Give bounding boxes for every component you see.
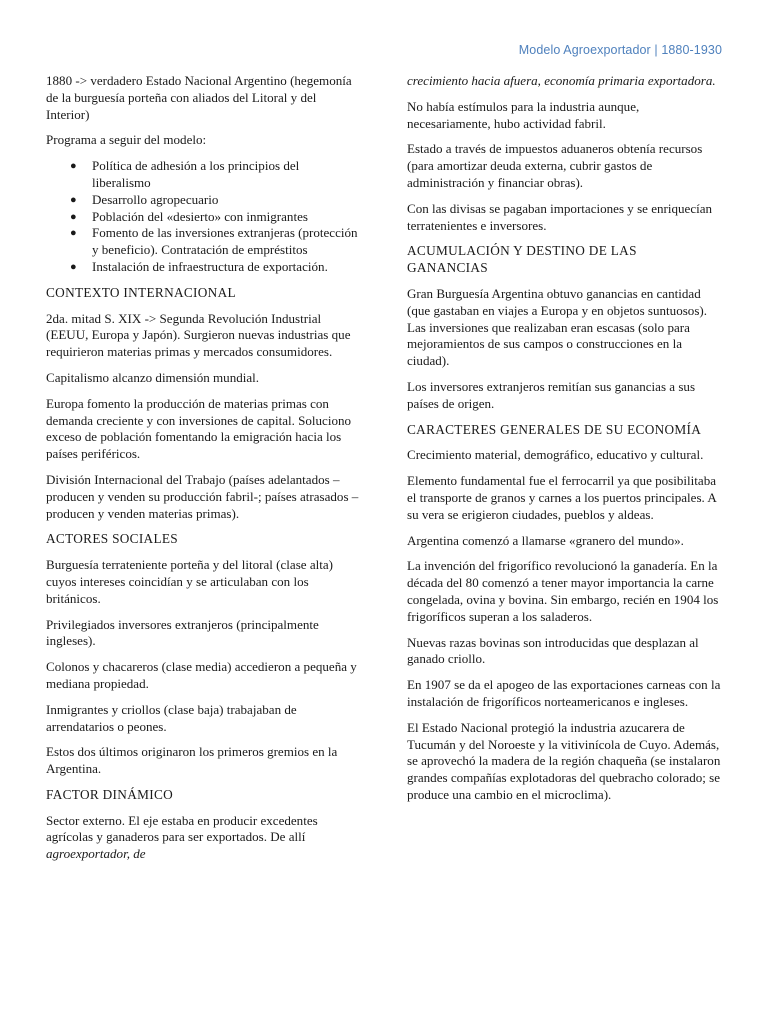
paragraph: Burguesía terrateniente porteña y del litoral (clase alta) cuyos intereses coincidían y se articulaban con los británicos. (46, 557, 334, 606)
bullet-icon: ● (70, 227, 77, 240)
paragraph: Con las divisas se pagaban importaciones y se enriquecían terratenientes e inversores. (407, 200, 713, 233)
paragraph (407, 73, 721, 90)
programa-list (46, 158, 360, 276)
left-column (46, 73, 360, 872)
section-heading-factor: FACTOR DINÁMICO (46, 786, 174, 802)
list-item-text: Instalación de infraestructura de exportación. (92, 258, 328, 274)
list-item-text: Población del «desierto» con inmigrantes (92, 208, 308, 224)
section-heading-acumulacion: ACUMULACIÓN Y DESTINO DE LAS GANANCIAS (407, 243, 637, 276)
paragraph: Colonos y chacareros (clase media) accedieron a pequeña y mediana propiedad. (46, 659, 357, 691)
section-heading-caracteres: CARACTERES GENERALES DE SU ECONOMÍA (407, 421, 702, 437)
list-item (70, 191, 360, 209)
paragraph: Estado a través de impuestos aduaneros obtenía recursos (para amortizar deuda externa, cubrir gastos de administración y financiar obras). (407, 141, 703, 190)
intro-paragraph: 1880 -> verdadero Estado Nacional Argentino (hegemonía de la burguesía porteña con aliados del Litoral y del Interior) (46, 73, 352, 122)
list-item-text: Fomento de las inversiones extranjeras (protección y beneficio). Contratación de empréstitos (92, 225, 358, 258)
bullet-icon: ● (70, 260, 77, 273)
page-header-title: Modelo Agroexportador | 1880-1930 (518, 43, 722, 57)
paragraph: Los inversores extranjeros remitían sus ganancias a sus países de origen. (407, 378, 696, 411)
paragraph: Inmigrantes y criollos (clase baja) trabajaban de arrendatarios o peones. (46, 701, 297, 734)
paragraph: Privilegiados inversores extranjeros (principalmente ingleses). (46, 616, 319, 649)
paragraph: Europa fomento la producción de materias primas con demanda creciente y con inversiones de capital. Soluciono exceso de población fomentando la emigración hacia los países periféricos. (46, 395, 352, 462)
section-heading-contexto: CONTEXTO INTERNACIONAL (46, 284, 236, 300)
paragraph-text: Sector externo. El eje estaba en producir excedentes agrícolas y ganaderos para ser exportados. De allí (46, 812, 318, 845)
list-item-text: Política de adhesión a los principios del liberalismo (92, 158, 300, 190)
paragraph: 2da. mitad S. XIX -> Segunda Revolución Industrial (EEUU, Europa y Japón). Surgieron nuevas industrias que requirieron materias primas y mercados consumidores. (46, 310, 351, 360)
paragraph: Crecimiento material, demográfico, educativo y cultural. (407, 447, 704, 463)
paragraph: No había estímulos para la industria aunque, necesariamente, hubo actividad fabril. (407, 98, 640, 131)
section-heading-actores: ACTORES SOCIALES (46, 531, 179, 547)
right-column (407, 73, 721, 813)
list-item (70, 158, 360, 192)
paragraph: Gran Burguesía Argentina obtuvo ganancias en cantidad (que gastaban en viajes a Europa y en objetos suntuosos). Las inversiones que realizaban eran escasas (solo para mejoramientos de sus campos o construcciones en la ciudad). (407, 285, 708, 369)
paragraph: Argentina comenzó a llamarse «granero del mundo». (407, 532, 684, 548)
bullet-icon: ● (70, 210, 77, 223)
paragraph: La invención del frigorífico revolucionó la ganadería. En la década del 80 comenzó a tener mayor importancia la carne congelada, ovina y bovina. Sin embargo, recién en 1904 los frigoríficos superan a los saladeros. (407, 558, 719, 624)
paragraph: División Internacional del Trabajo (países adelantados –producen y venden su producción fabril-; países atrasados –producen y venden materias primas). (46, 471, 359, 521)
paragraph: Nuevas razas bovinas son introducidas que desplazan al ganado criollo. (407, 634, 699, 667)
list-item (70, 258, 360, 276)
list-item-text: Desarrollo agropecuario (92, 191, 219, 207)
paragraph: En 1907 se da el apogeo de las exportaciones carneas con la instalación de frigoríficos norteamericanos e ingleses. (407, 677, 721, 709)
paragraph: Estos dos últimos originaron los primeros gremios en la Argentina. (46, 744, 338, 777)
paragraph: Capitalismo alcanzo dimensión mundial. (46, 369, 260, 385)
paragraph (46, 813, 360, 863)
italic-text: crecimiento hacia afuera, economía primaria exportadora. (407, 73, 716, 88)
list-item (70, 208, 360, 226)
paragraph: El Estado Nacional protegió la industria azucarera de Tucumán y del Noroeste y la vitivinícola de Cuyo. Además, se aprovechó la madera de la región chaqueña (se instalaron grandes compañías explotadoras del quebracho colorado; se produce una cambio en el microclima). (407, 719, 721, 802)
paragraph: Elemento fundamental fue el ferrocarril ya que posibilitaba el transporte de granos y carnes a los puertos principales. A su vera se erigieron ciudades, pueblos y aldeas. (407, 473, 717, 522)
programa-label: Programa a seguir del modelo: (46, 132, 207, 148)
italic-text: agroexportador, de (46, 846, 146, 862)
bullet-icon: ● (70, 160, 77, 173)
bullet-icon: ● (70, 193, 77, 206)
list-item (70, 225, 360, 259)
